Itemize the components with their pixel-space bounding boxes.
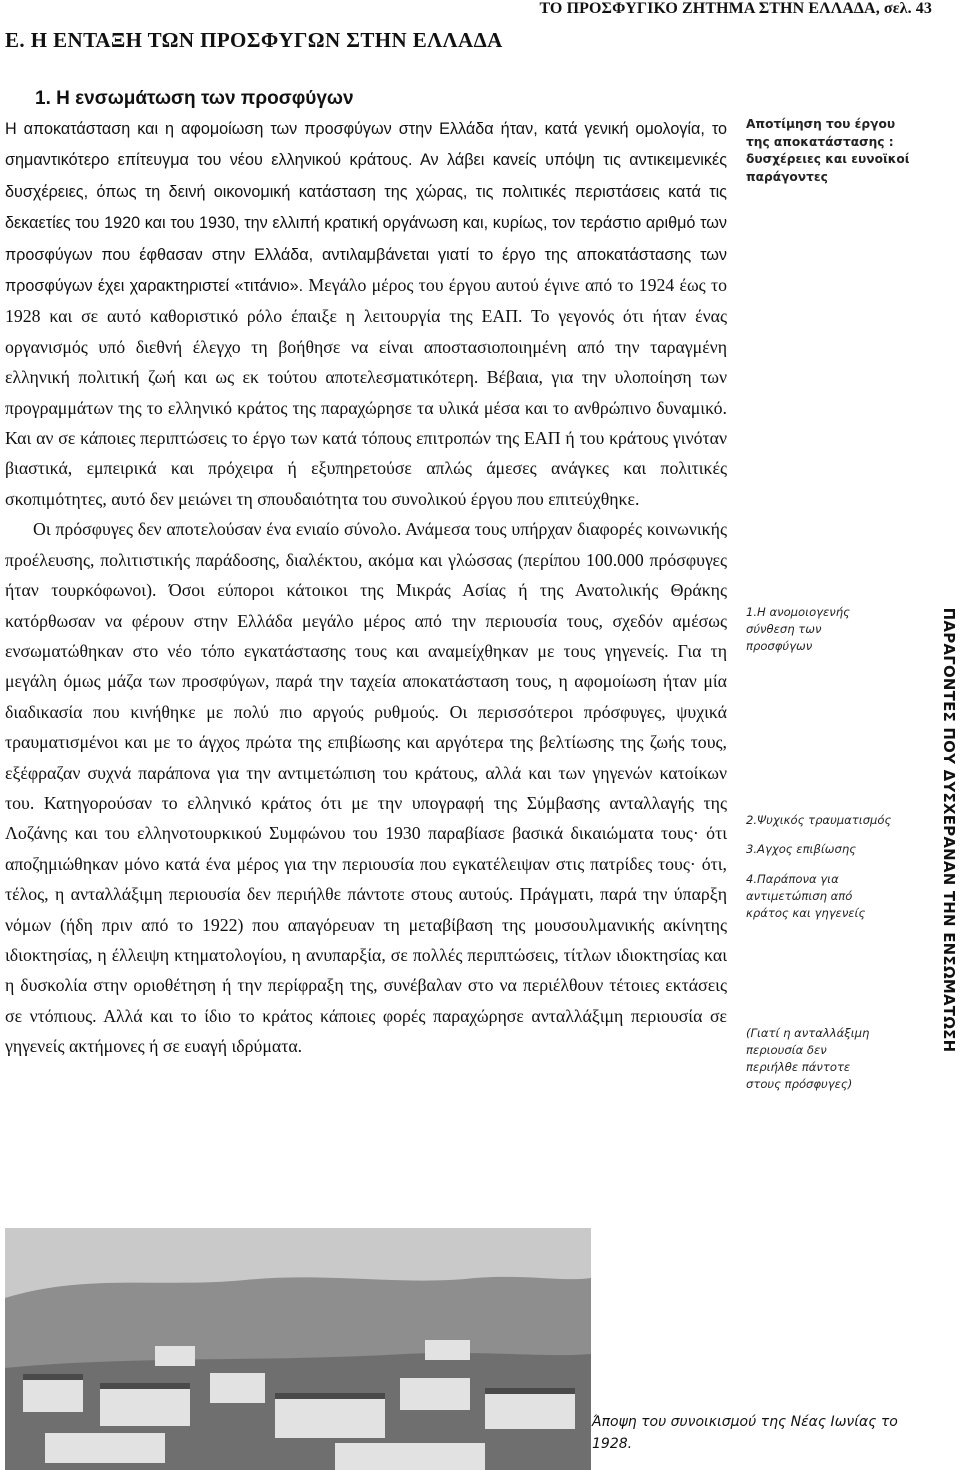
margin-note-5: (Γιατί η ανταλλάξιμη περιουσία δεν περιήλθε πάντοτε στους πρόσφυγες) bbox=[746, 1026, 870, 1091]
historic-photo bbox=[5, 1228, 591, 1470]
running-header: ΤΟ ΠΡΟΣΦΥΓΙΚΟ ΖΗΤΗΜΑ ΣΤΗΝ ΕΛΛΑΔΑ, σελ. 43 bbox=[539, 0, 932, 17]
house bbox=[400, 1378, 470, 1410]
house-roof bbox=[485, 1388, 575, 1394]
house bbox=[155, 1346, 195, 1366]
margin-note-1: 1.Η ανομοιογενής σύνθεση των προσφύγων bbox=[746, 605, 850, 653]
house bbox=[45, 1433, 165, 1463]
chapter-title: Ε. Η ΕΝΤΑΞΗ ΤΩΝ ΠΡΟΣΦΥΓΩΝ ΣΤΗΝ ΕΛΛΑΔΑ bbox=[5, 28, 503, 52]
house-roof bbox=[23, 1374, 83, 1380]
margin-note-4: 4.Παράπονα για αντιμετώπιση από κράτος και γηγενείς bbox=[746, 872, 866, 920]
house bbox=[425, 1340, 470, 1360]
house bbox=[100, 1388, 190, 1426]
margin-note-2: 2.Ψυχικός τραυματισμός bbox=[746, 813, 892, 827]
house bbox=[485, 1393, 575, 1429]
photo-caption: Άποψη του συνοικισμού της Νέας Ιωνίας το 1928. bbox=[592, 1414, 898, 1452]
paragraph-1 bbox=[5, 113, 727, 514]
paragraph-1-part-a: Η αποκατάσταση και η αφομοίωση των προσφύγων στην Ελλάδα ήταν, κατά γενική ομολογία, το σημαντικότερο επίτευγμα του νέου ελληνικού κράτους. Αν λάβει κανείς υπόψη τις αντικειμενικές δυσχέρειες, όπως τη δεινή οικονομική κατάσταση της χώρας, τις πολιτικές περιστάσεις κατά τις δεκαετίες του 1920 και του 1930, την ελλιπή κρατική οργάνωση και, κυρίως, τον τεράστιο αριθμό των προσφύγων που έφθασαν στην Ελλάδα, αντιλαμβάνεται γιατί το έργο της αποκατάστασης των προσφύγων έχει χαρακτηριστεί «τιτάνιο». bbox=[5, 120, 727, 296]
vertical-side-title-text: ΠΑΡΑΓΟΝΤΕΣ ΠΟΥ ΔΥΣΧΕΡΑΝΑΝ ΤΗΝ ΕΝΣΩΜΑΤΩΣΗ bbox=[940, 607, 958, 1053]
house bbox=[275, 1398, 385, 1438]
house bbox=[335, 1443, 485, 1470]
house-roof bbox=[275, 1393, 385, 1399]
margin-note-3: 3.Αγχος επιβίωσης bbox=[746, 842, 856, 856]
section-title: 1. Η ενσωμάτωση των προσφύγων bbox=[35, 88, 354, 109]
house bbox=[23, 1378, 83, 1412]
photo-illustration bbox=[5, 1228, 591, 1470]
body-text bbox=[5, 113, 727, 1062]
margin-note-assessment: Αποτίμηση του έργου της αποκατάστασης : δυσχέρειες και ευνοϊκοί παράγοντες bbox=[746, 117, 910, 184]
paragraph-1-part-b: Μεγάλο μέρος του έργου αυτού έγινε από το 1924 έως το 1928 και σε αυτό καθοριστικό ρόλο έπαιξε η λειτουργία της ΕΑΠ. Το γεγονός ότι ήταν ένας οργανισμός υπό διεθνή έλεγχο τη βοήθησε να είναι αποστασιοποιημένη από την ταραγμένη ελληνική πολιτική ζωή και ως εκ τούτου αποτελεσματικότερη. Βέβαια, για την υλοποίηση των προγραμμάτων της το ελληνικό κράτος της παραχώρησε τα υλικά μέσα και το ανθρώπινο δυναμικό. Και αν σε κάποιες περιπτώσεις το έργο των κατά τόπους επιτροπών της ΕΑΠ ή του κράτους γινόταν βιαστικά, εμπειρικά και πρόχειρα ή εξυπηρετούσε απλώς άμεσες ανάγκες και πολιτικές σκοπιμότητες, αυτό δεν μειώνει τη σπουδαιότητα του συνολικού έργου που επιτεύχθηκε. bbox=[5, 275, 727, 509]
paragraph-2: Οι πρόσφυγες δεν αποτελούσαν ένα ενιαίο σύνολο. Ανάμεσα τους υπήρχαν διαφορές κοινωνικής προέλευσης, πολιτιστικής παράδοσης, διαλέκτου, ακόμα και γλώσσας (περίπου 100.000 πρόσφυγες ήταν τουρκόφωνοι). Όσοι εύποροι κάτοικοι της Μικράς Ασίας ή της Ανατολικής Θράκης κατόρθωσαν να φέρουν στην Ελλάδα μεγάλο μέρος από την περιουσία τους, σχεδόν αμέσως ενσωματώθηκαν στο νέο τόπο εγκατάστασης τους και αναμείχθηκαν με τους γηγενείς. Για τη μεγάλη όμως μάζα των προσφύγων, παρά την ταχεία αποκατάσταση τους, η αφομοίωση ήταν μία διαδικασία που κινήθηκε με πολύ πιο αργούς ρυθμούς. Οι περισσότεροι πρόσφυγες, ψυχικά τραυματισμένοι και με το άγχος πρώτα της επιβίωσης και αργότερα της βελτίωσης της ζωής τους, εξέφραζαν συχνά παράπονα για την αντιμετώπιση του κράτους, αλλά και των γηγενών κατοίκων του. Κατηγορούσαν το ελληνικό κράτος ότι με την υπογραφή της Σύμβασης ανταλλαγής της Λοζάνης και του ελληνοτουρκικού Συμφώνου του 1930 παραβίασε βασικά δικαιώματα τους· ότι αποζημιώθηκαν μόνο κατά ένα μέρος για την περιουσία που εγκατέλειψαν στις πατρίδες τους· ότι, τέλος, η ανταλλάξιμη περιουσία δεν περιήλθε πάντοτε στους αυτούς. Πράγματι, παρά την ύπαρξη νόμων (ήδη πριν από το 1922) που απαγόρευαν τη μεταβίβαση της μουσουλμανικής ακίνητης ιδιοκτησίας, η έλλειψη κτηματολογίου, η ανυπαρξία, σε πολλές περιπτώσεις, τίτλων ιδιοκτησίας και η δυσκολία στην οριοθέτηση ή την περίφραξη της, συνέβαλαν στο να περιέλθουν τέτοιες εκτάσεις σε ντόπιους. Αλλά και το ίδιο το κράτος κάποιες φορές παραχώρησε ανταλλάξιμη περιουσία σε γηγενείς ακτήμονες ή σε ευαγή ιδρύματα. bbox=[5, 519, 727, 1057]
house-roof bbox=[100, 1383, 190, 1389]
house bbox=[210, 1373, 265, 1403]
vertical-side-title bbox=[935, 607, 960, 1053]
